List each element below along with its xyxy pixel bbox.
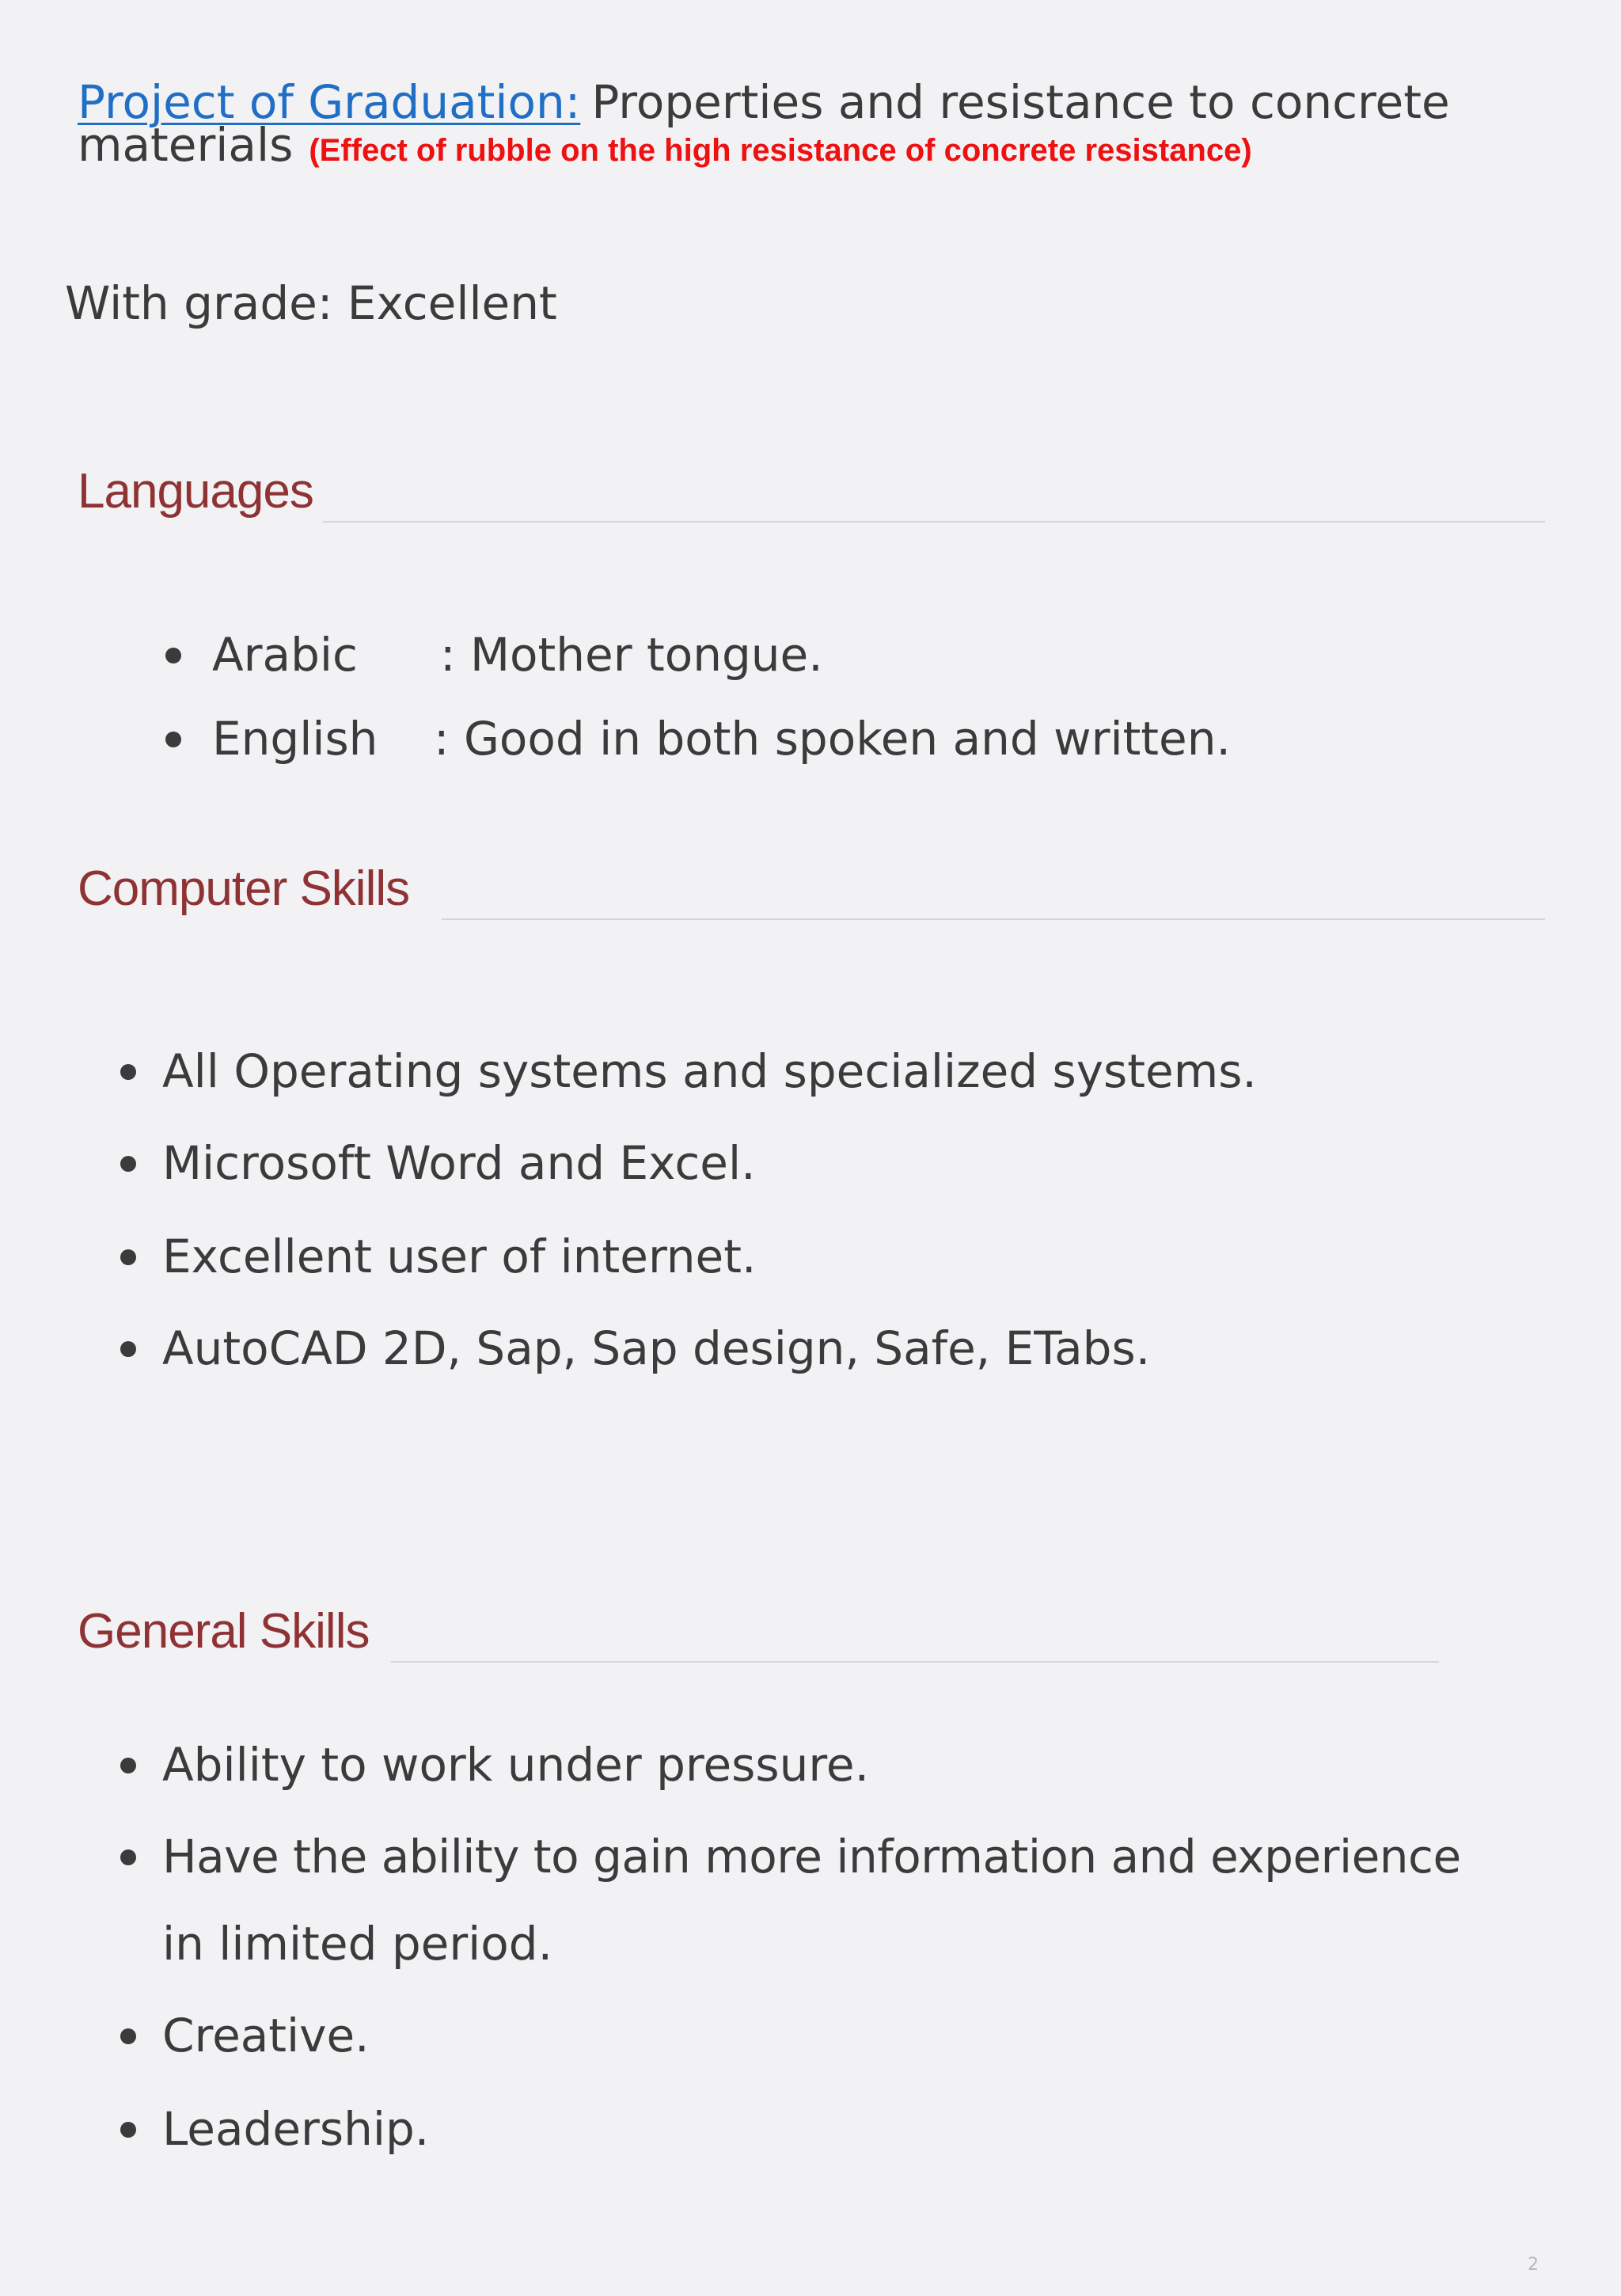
bullet-icon	[120, 1849, 136, 1865]
languages-heading: Languages	[78, 464, 313, 519]
grade-text: With grade: Excellent	[65, 276, 557, 330]
bullet-icon	[120, 2028, 136, 2044]
computer-skill-text: Microsoft Word and Excel.	[162, 1136, 756, 1190]
language-name: Arabic	[212, 628, 358, 682]
bullet-icon	[120, 1064, 136, 1080]
bullet-icon	[165, 648, 181, 663]
general-skills-divider	[391, 1661, 1439, 1663]
general-skill-text: Have the ability to gain more information and experience	[162, 1830, 1461, 1884]
project-label: Project of Graduation:	[78, 75, 581, 129]
general-skill-text: in limited period.	[162, 1917, 553, 1971]
computer-skill-text: Excellent user of internet.	[162, 1230, 757, 1283]
bullet-icon	[120, 1758, 136, 1773]
computer-skills-divider	[442, 918, 1545, 920]
languages-divider	[323, 521, 1545, 523]
computer-skill-text: AutoCAD 2D, Sap, Sap design, Safe, ETabs.	[162, 1321, 1151, 1375]
bullet-icon	[120, 2122, 136, 2138]
computer-skill-text: All Operating systems and specialized systems.	[162, 1044, 1257, 1098]
language-detail: : Good in both spoken and written.	[434, 712, 1231, 766]
computer-skills-heading: Computer Skills	[78, 861, 410, 916]
project-note: (Effect of rubble on the high resistance of concrete resistance)	[309, 133, 1252, 168]
general-skills-heading: General Skills	[78, 1604, 370, 1659]
general-skill-text: Leadership.	[162, 2102, 430, 2156]
project-title-line2: materials	[78, 118, 294, 172]
general-skill-text: Ability to work under pressure.	[162, 1738, 870, 1792]
bullet-icon	[120, 1156, 136, 1172]
page-number: 2	[1528, 2255, 1539, 2275]
project-title-continued	[78, 119, 1252, 177]
bullet-icon	[165, 732, 181, 747]
bullet-icon	[120, 1341, 136, 1357]
project-title-line1: Properties and resistance to concrete	[591, 75, 1450, 129]
language-name: English	[212, 712, 378, 766]
language-detail: : Mother tongue.	[440, 628, 823, 682]
bullet-icon	[120, 1249, 136, 1265]
general-skill-text: Creative.	[162, 2009, 370, 2062]
